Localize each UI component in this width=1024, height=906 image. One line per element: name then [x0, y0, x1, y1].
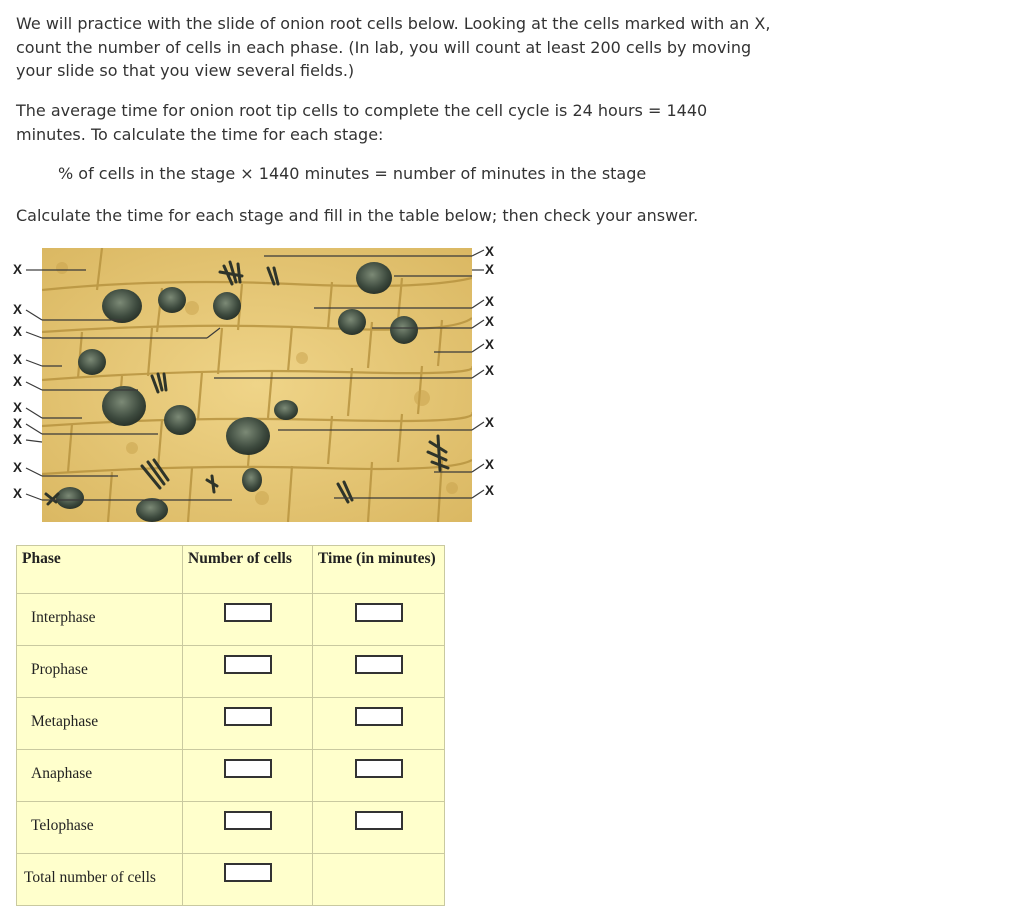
header-time: Time (in minutes) [313, 546, 445, 594]
x-marker: X [13, 374, 23, 389]
x-marker: X [485, 262, 495, 277]
x-marker: X [13, 352, 23, 367]
table-row [17, 750, 445, 802]
instruction-paragraph-2: The average time for onion root tip cells to complete the cell cycle is 24 hours = 1440 minutes. To calculate the time for each stage: [16, 101, 708, 144]
x-marker: X [13, 432, 23, 447]
header-number-of-cells: Number of cells [183, 546, 313, 594]
total-count-input[interactable] [224, 863, 272, 882]
total-label: Total number of cells [17, 854, 183, 906]
x-marker: X [13, 460, 23, 475]
table-row [17, 646, 445, 698]
count-cell [183, 750, 313, 802]
x-marker: X [13, 262, 23, 277]
time-cell [313, 698, 445, 750]
instruction-paragraph-3: Calculate the time for each stage and fill in the table below; then check your answer. [16, 206, 699, 225]
instruction-paragraph-1: We will practice with the slide of onion root cells below. Looking at the cells marked with an X, count the number of cells in each phase. (In lab, you will count at least 200 cells by moving your slide so that you view several fields.) [16, 14, 771, 80]
count-input[interactable] [224, 603, 272, 622]
x-marker: X [485, 457, 495, 472]
phase-table [16, 545, 445, 906]
count-input[interactable] [224, 759, 272, 778]
x-marker: X [485, 244, 495, 259]
table-row [17, 802, 445, 854]
marker-lines [0, 240, 520, 530]
x-marker: X [485, 415, 495, 430]
time-cell [313, 646, 445, 698]
x-marker: X [13, 302, 23, 317]
count-input[interactable] [224, 707, 272, 726]
onion-root-figure [0, 240, 520, 530]
empty-cell [313, 854, 445, 906]
x-marker: X [485, 483, 495, 498]
x-marker: X [13, 400, 23, 415]
formula: % of cells in the stage × 1440 minutes = number of minutes in the stage [58, 164, 647, 183]
phase-label: Prophase [17, 646, 183, 698]
time-cell [313, 594, 445, 646]
time-input[interactable] [355, 759, 403, 778]
phase-label: Anaphase [17, 750, 183, 802]
x-marker: X [485, 314, 495, 329]
count-cell [183, 646, 313, 698]
x-marker: X [485, 337, 495, 352]
phase-label: Metaphase [17, 698, 183, 750]
phase-label: Interphase [17, 594, 183, 646]
count-input[interactable] [224, 655, 272, 674]
x-marker: X [13, 416, 23, 431]
table-row [17, 594, 445, 646]
total-count-cell [183, 854, 313, 906]
table-header-row [17, 546, 445, 594]
x-marker: X [13, 486, 23, 501]
time-input[interactable] [355, 811, 403, 830]
time-input[interactable] [355, 707, 403, 726]
header-phase: Phase [17, 546, 183, 594]
count-input[interactable] [224, 811, 272, 830]
table-row [17, 698, 445, 750]
time-cell [313, 750, 445, 802]
count-cell [183, 594, 313, 646]
x-marker: X [13, 324, 23, 339]
time-cell [313, 802, 445, 854]
count-cell [183, 802, 313, 854]
time-input[interactable] [355, 603, 403, 622]
x-marker: X [485, 294, 495, 309]
count-cell [183, 698, 313, 750]
phase-label: Telophase [17, 802, 183, 854]
table-row-total [17, 854, 445, 906]
time-input[interactable] [355, 655, 403, 674]
x-marker: X [485, 363, 495, 378]
